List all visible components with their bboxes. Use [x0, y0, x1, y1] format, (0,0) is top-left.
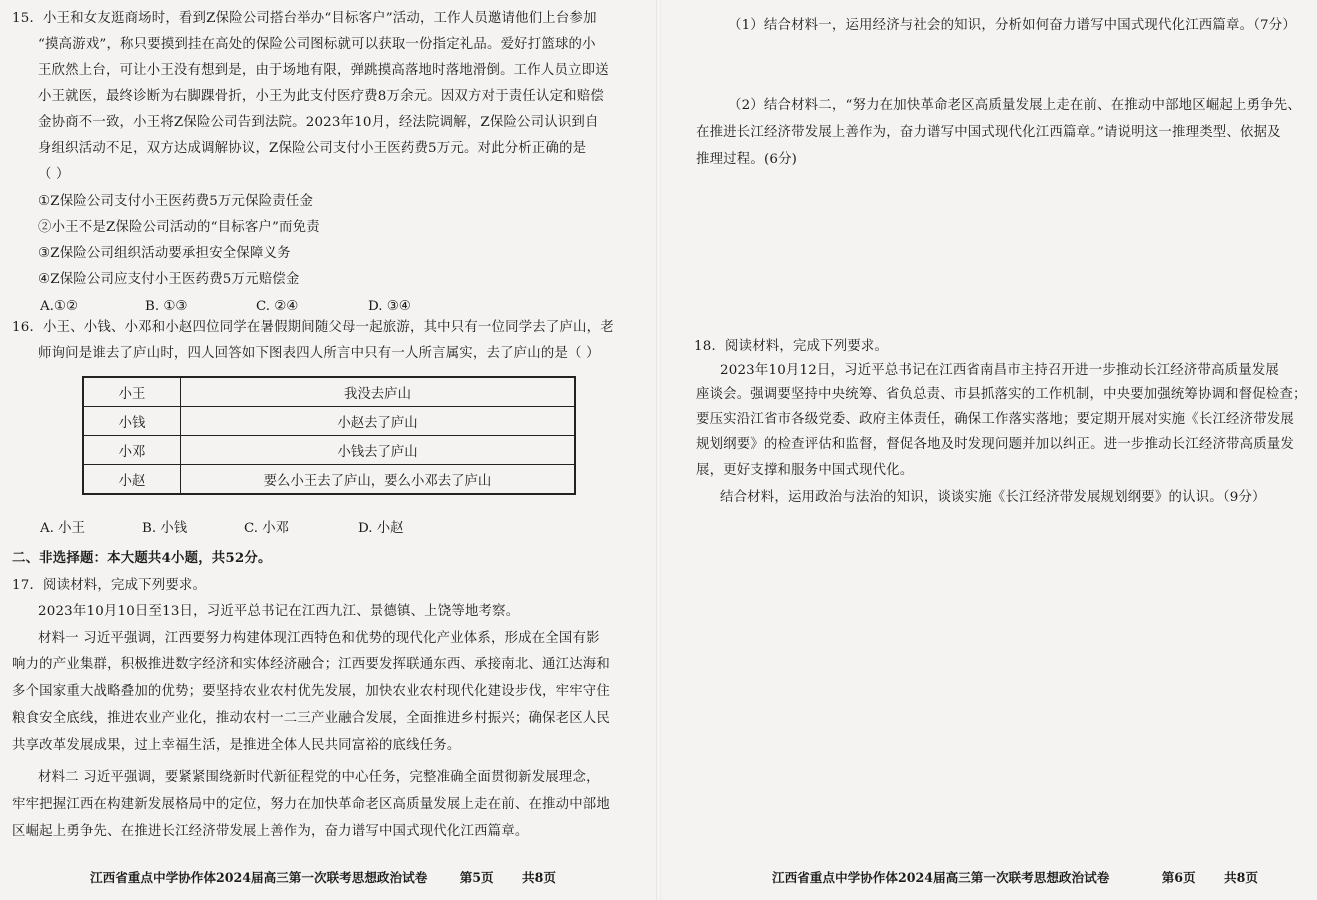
q15-line-3: 王欣然上台，可让小王没有想到是，由于场地有限，弹跳摸高落地时落地滑倒。工作人员立即送: [38, 63, 609, 78]
q15-line-2: “摸高游戏”，称只要摸到挂在高处的保险公司图标就可以获取一份指定礼品。爱好打篮球的小: [38, 37, 596, 52]
q18-line-7: 结合材料，运用政治与法治的知识，谈谈实施《长江经济带发展规划纲要》的认识。（9分）: [720, 490, 1266, 505]
q15-item-3: ③Z保险公司组织活动要承担安全保障义务: [38, 246, 291, 261]
q15-item-2: ②小王不是Z保险公司活动的“目标客户”而免责: [38, 220, 320, 235]
q17-line-10: 区崛起上勇争先、在推进长江经济带发展上善作为，奋力谱写中国式现代化江西篇章。: [12, 824, 529, 839]
section-2-heading: 二、非选择题：本大题共4小题，共52分。: [12, 550, 272, 566]
q15-option-b: B. ①③: [145, 299, 188, 314]
right-page: [662, 0, 1317, 900]
q15-option-d: D. ③④: [368, 299, 411, 314]
footer-total-pages: 共8页: [1224, 870, 1258, 885]
q15-line-7: （ ）: [38, 167, 70, 182]
q17-line-6: 粮食安全底线，推进农业产业化，推动农村一二三产业融合发展，全面推进乡村振兴；确保老区人民: [12, 711, 610, 726]
table-row: [83, 377, 575, 407]
q16-line-1: 16．小王、小钱、小邓和小赵四位同学在暑假期间随父母一起旅游，其中只有一位同学去了庐山，老: [12, 320, 614, 335]
table-cell-name: 小赵: [83, 465, 181, 495]
q17-sub2-line-3: 推理过程。(6分): [696, 152, 798, 167]
q18-line-4: 要压实沿江省市各级党委、政府主体责任，确保工作落实落地；要定期开展对实施《长江经济带发展: [696, 412, 1294, 427]
q16-option-d: D. 小赵: [358, 521, 404, 536]
q16-line-2: 师询问是谁去了庐山时，四人回答如下图表四人所言中只有一人所言属实，去了庐山的是（ ）: [38, 346, 600, 361]
q18-line-1: 18．阅读材料，完成下列要求。: [694, 339, 889, 354]
q15-line-4: 小王就医，最终诊断为右脚踝骨折，小王为此支付医疗费8万余元。因双方对于责任认定和赔偿: [38, 89, 604, 104]
table-row: [83, 436, 575, 465]
table-cell-name: 小王: [83, 377, 181, 407]
q15-option-c: C. ②④: [256, 299, 299, 314]
q17-line-3: 材料一 习近平强调，江西要努力构建体现江西特色和优势的现代化产业体系，形成在全国有影: [38, 631, 600, 646]
q17-line-5: 多个国家重大战略叠加的优势；要坚持农业农村优先发展，加快农业农村现代化建设步伐，牢牢守住: [12, 684, 610, 699]
q18-line-5: 规划纲要》的检查评估和监督，督促各地及时发现问题并加以纠正。进一步推动长江经济带高质量发: [696, 437, 1294, 452]
q17-subquestion-1: （1）结合材料一，运用经济与社会的知识，分析如何奋力谱写中国式现代化江西篇章。（7分）: [728, 18, 1296, 33]
q16-option-b: B. 小钱: [142, 521, 188, 536]
q16-table: [82, 376, 576, 495]
table-cell-name: 小钱: [83, 407, 181, 436]
q17-line-8: 材料二 习近平强调，要紧紧围绕新时代新征程党的中心任务，完整准确全面贯彻新发展理念，: [38, 770, 600, 785]
q18-line-6: 展，更好支撑和服务中国式现代化。: [696, 463, 914, 478]
q18-line-2: 2023年10月12日，习近平总书记在江西省南昌市主持召开进一步推动长江经济带高质量发展: [720, 363, 1280, 378]
table-cell-statement: 小赵去了庐山: [181, 407, 576, 436]
q15-line-1: 15．小王和女友逛商场时，看到Z保险公司搭台举办“目标客户”活动，工作人员邀请他们上台参加: [12, 11, 597, 26]
q17-line-1: 17．阅读材料，完成下列要求。: [12, 578, 207, 593]
q15-item-1: ①Z保险公司支付小王医药费5万元保险责任金: [38, 194, 314, 209]
q15-item-4: ④Z保险公司应支付小王医药费5万元赔偿金: [38, 272, 300, 287]
table-cell-statement: 要么小王去了庐山，要么小邓去了庐山: [181, 465, 576, 495]
q17-line-9: 牢牢把握江西在构建新发展格局中的定位，努力在加快革命老区高质量发展上走在前、在推动中部地: [12, 797, 610, 812]
table-row: [83, 465, 575, 495]
footer-page-number: 第6页: [1161, 870, 1196, 885]
table-cell-statement: 我没去庐山: [181, 377, 576, 407]
q16-option-a: A. 小王: [40, 521, 85, 536]
q17-line-4: 响力的产业集群，积极推进数字经济和实体经济融合；江西要发挥联通东西、承接南北、通江达海和: [12, 657, 610, 672]
table-row: [83, 407, 575, 436]
page-footer: [90, 867, 556, 886]
q15-line-5: 金协商不一致，小王将Z保险公司告到法院。2023年10月，经法院调解，Z保险公司认识到自: [38, 115, 599, 130]
q18-line-3: 座谈会。强调要坚持中央统筹、省负总责、市县抓落实的工作机制，中央要加强统筹协调和督促检查；: [696, 387, 1307, 402]
q17-line-2: 2023年10月10日至13日，习近平总书记在江西九江、景德镇、上饶等地考察。: [38, 604, 520, 619]
table-cell-statement: 小钱去了庐山: [181, 436, 576, 465]
page-footer: [772, 867, 1258, 886]
q17-sub2-line-2: 在推进长江经济带发展上善作为，奋力谱写中国式现代化江西篇章。”请说明这一推理类型、依据及: [696, 125, 1281, 140]
q17-sub2-line-1: （2）结合材料二，“努力在加快革命老区高质量发展上走在前、在推动中部地区崛起上勇争先、: [728, 98, 1301, 113]
q16-option-c: C. 小邓: [244, 521, 290, 536]
q15-line-6: 身组织活动不足，双方达成调解协议，Z保险公司支付小王医药费5万元。对此分析正确的是: [38, 141, 587, 156]
footer-title: 江西省重点中学协作体2024届高三第一次联考思想政治试卷: [90, 870, 428, 885]
footer-total-pages: 共8页: [522, 870, 556, 885]
footer-page-number: 第5页: [459, 870, 494, 885]
page-fold: [656, 0, 661, 900]
table-cell-name: 小邓: [83, 436, 181, 465]
left-page: [0, 0, 655, 900]
footer-title: 江西省重点中学协作体2024届高三第一次联考思想政治试卷: [772, 870, 1110, 885]
q15-option-a: A.①②: [40, 299, 78, 314]
q17-line-7: 共享改革发展成果，过上幸福生活，是推进全体人民共同富裕的底线任务。: [12, 738, 461, 753]
